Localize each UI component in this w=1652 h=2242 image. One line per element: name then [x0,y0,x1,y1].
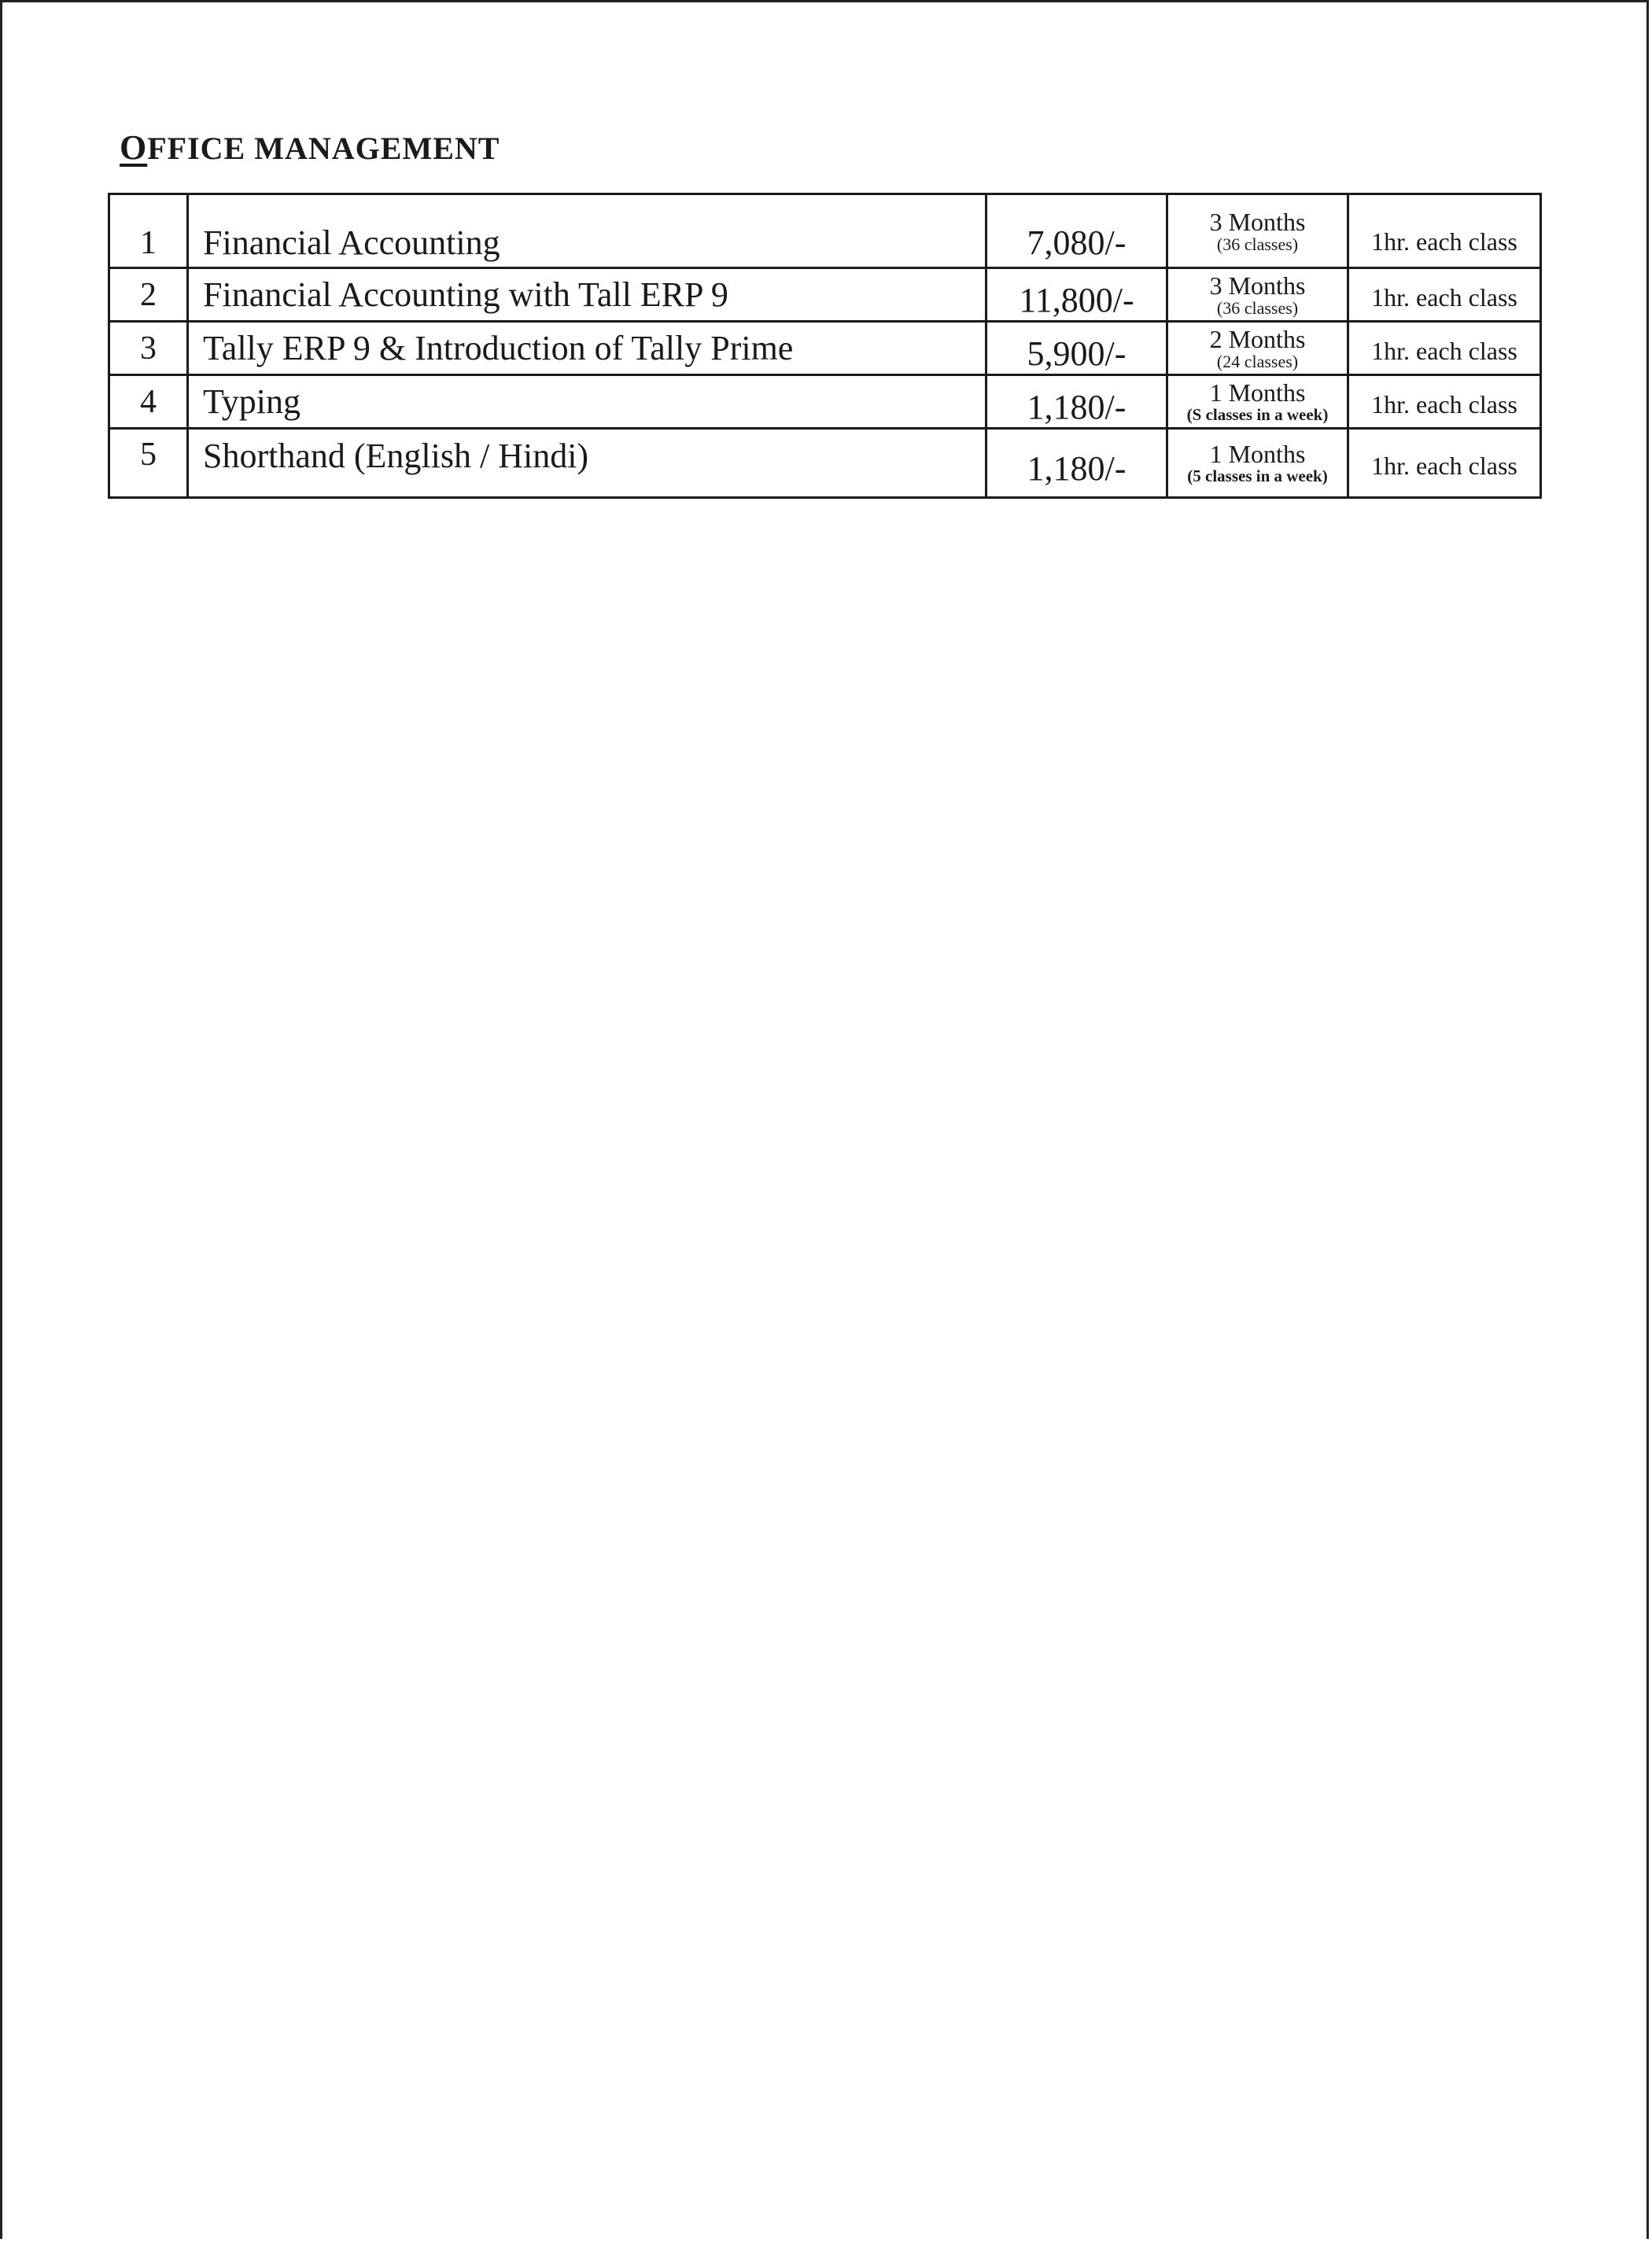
course-fee: 11,800/- [986,268,1167,322]
class-time: 1hr. each class [1348,375,1541,429]
serial-number: 5 [109,429,188,498]
course-fee-table [108,193,1542,499]
heading-initial: O [120,128,148,167]
duration-months: 3 Months [1209,271,1306,300]
heading-text: FFICE MANAGEMENT [147,131,500,166]
serial-number: 2 [109,268,188,322]
course-fee: 1,180/- [986,375,1167,429]
class-time: 1hr. each class [1348,268,1541,322]
duration-classes: (36 classes) [1216,234,1299,254]
course-name: Shorthand (English / Hindi) [188,429,986,498]
course-fee: 1,180/- [986,429,1167,498]
duration-classes: (36 classes) [1216,297,1299,318]
duration-classes: (5 classes in a week) [1187,466,1328,485]
course-duration [1167,322,1348,375]
course-duration [1167,429,1348,498]
table-row [109,375,1541,429]
duration-months: 2 Months [1209,324,1306,353]
course-duration [1167,194,1348,268]
serial-number: 1 [109,194,188,268]
table-row [109,429,1541,498]
course-name: Financial Accounting with Tall ERP 9 [188,268,986,322]
table-row [109,194,1541,268]
duration-months: 3 Months [1209,207,1306,236]
serial-number: 4 [109,375,188,429]
course-name: Typing [188,375,986,429]
table-row [109,268,1541,322]
serial-number: 3 [109,322,188,375]
table-row [109,322,1541,375]
duration-classes: (S classes in a week) [1186,405,1329,424]
course-duration [1167,375,1348,429]
course-name: Tally ERP 9 & Introduction of Tally Prime [188,322,986,375]
duration-months: 1 Months [1209,440,1306,468]
duration-classes: (24 classes) [1216,351,1299,371]
course-name: Financial Accounting [188,194,986,268]
duration-months: 1 Months [1209,378,1306,407]
section-heading [120,127,500,168]
class-time: 1hr. each class [1348,194,1541,268]
class-time: 1hr. each class [1348,429,1541,498]
course-fee: 7,080/- [986,194,1167,268]
class-time: 1hr. each class [1348,322,1541,375]
course-duration [1167,268,1348,322]
course-fee: 5,900/- [986,322,1167,375]
